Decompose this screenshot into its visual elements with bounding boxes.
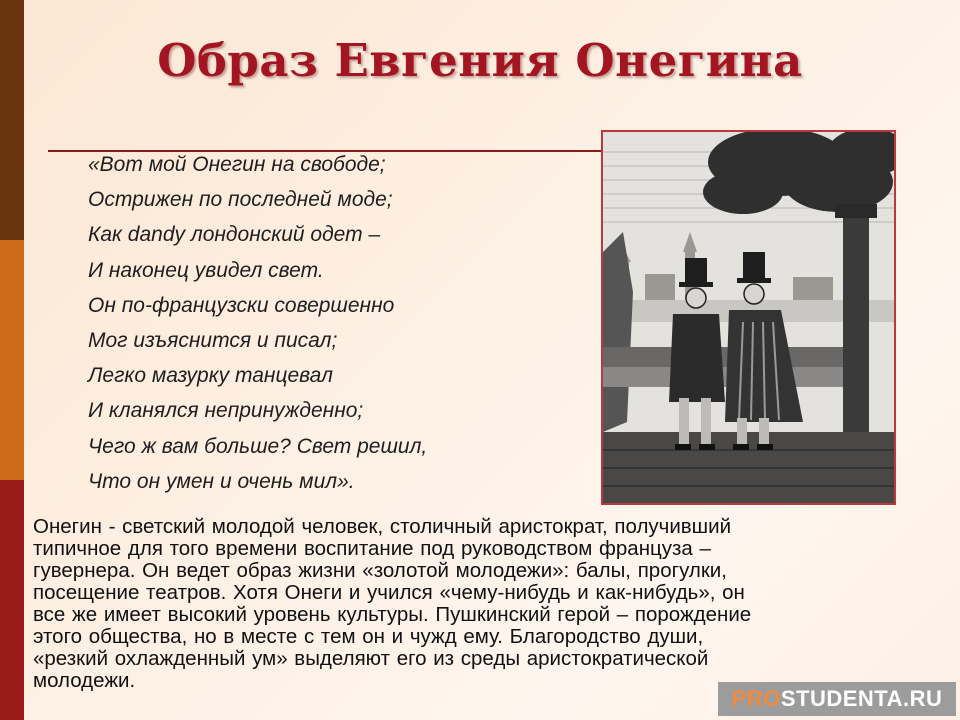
- description-line: типичное для того времени воспитание под руководством француза –: [33, 537, 711, 560]
- slide-title: Образ Евгения Онегина: [157, 34, 803, 87]
- description-line: Онегин - светский молодой человек, столичный аристократ, получивший: [33, 515, 732, 538]
- sidebar-block-middle: [0, 240, 24, 480]
- description-paragraph: [33, 516, 913, 692]
- poem-line: Что он умен и очень мил».: [88, 469, 355, 493]
- poem-line: Острижен по последней моде;: [88, 188, 393, 212]
- poem-line: Он по-французски совершенно: [88, 293, 395, 317]
- watermark-prefix: PRO: [731, 686, 781, 711]
- site-watermark: [718, 682, 956, 716]
- description-line: гувернера. Он ведет образ жизни «золотой молодежи»: балы, прогулки,: [33, 559, 727, 582]
- poem-line: И кланялся непринужденно;: [88, 399, 364, 423]
- onegin-illustration: [601, 130, 896, 505]
- engraving-two-gentlemen-illustration: [603, 132, 894, 503]
- watermark-suffix: STUDENTA.RU: [780, 686, 943, 711]
- poem-quote: [88, 147, 588, 499]
- poem-line: Чего ж вам больше? Свет решил,: [88, 434, 428, 458]
- description-line: посещение театров. Хотя Онеги и учился «чему-нибудь и как-нибудь», он: [33, 581, 745, 604]
- poem-line: Мог изъяснится и писал;: [88, 328, 338, 352]
- sidebar-block-bottom: [0, 480, 24, 720]
- poem-line: И наконец увидел свет.: [88, 258, 324, 282]
- poem-line: «Вот мой Онегин на свободе;: [88, 153, 386, 176]
- description-line: молодежи.: [33, 669, 136, 692]
- description-line: этого общества, но в месте с тем он и чужд ему. Благородство души,: [33, 625, 704, 648]
- poem-line: Как dandy лондонский одет –: [88, 223, 381, 247]
- sidebar-stripe: [0, 0, 24, 720]
- description-line: все же имеет высокий уровень культуры. Пушкинский герой – порождение: [33, 603, 752, 626]
- description-line: «резкий охлажденный ум» выделяют его из среды аристократической: [33, 647, 709, 670]
- poem-line: Легко мазурку танцевал: [88, 364, 333, 388]
